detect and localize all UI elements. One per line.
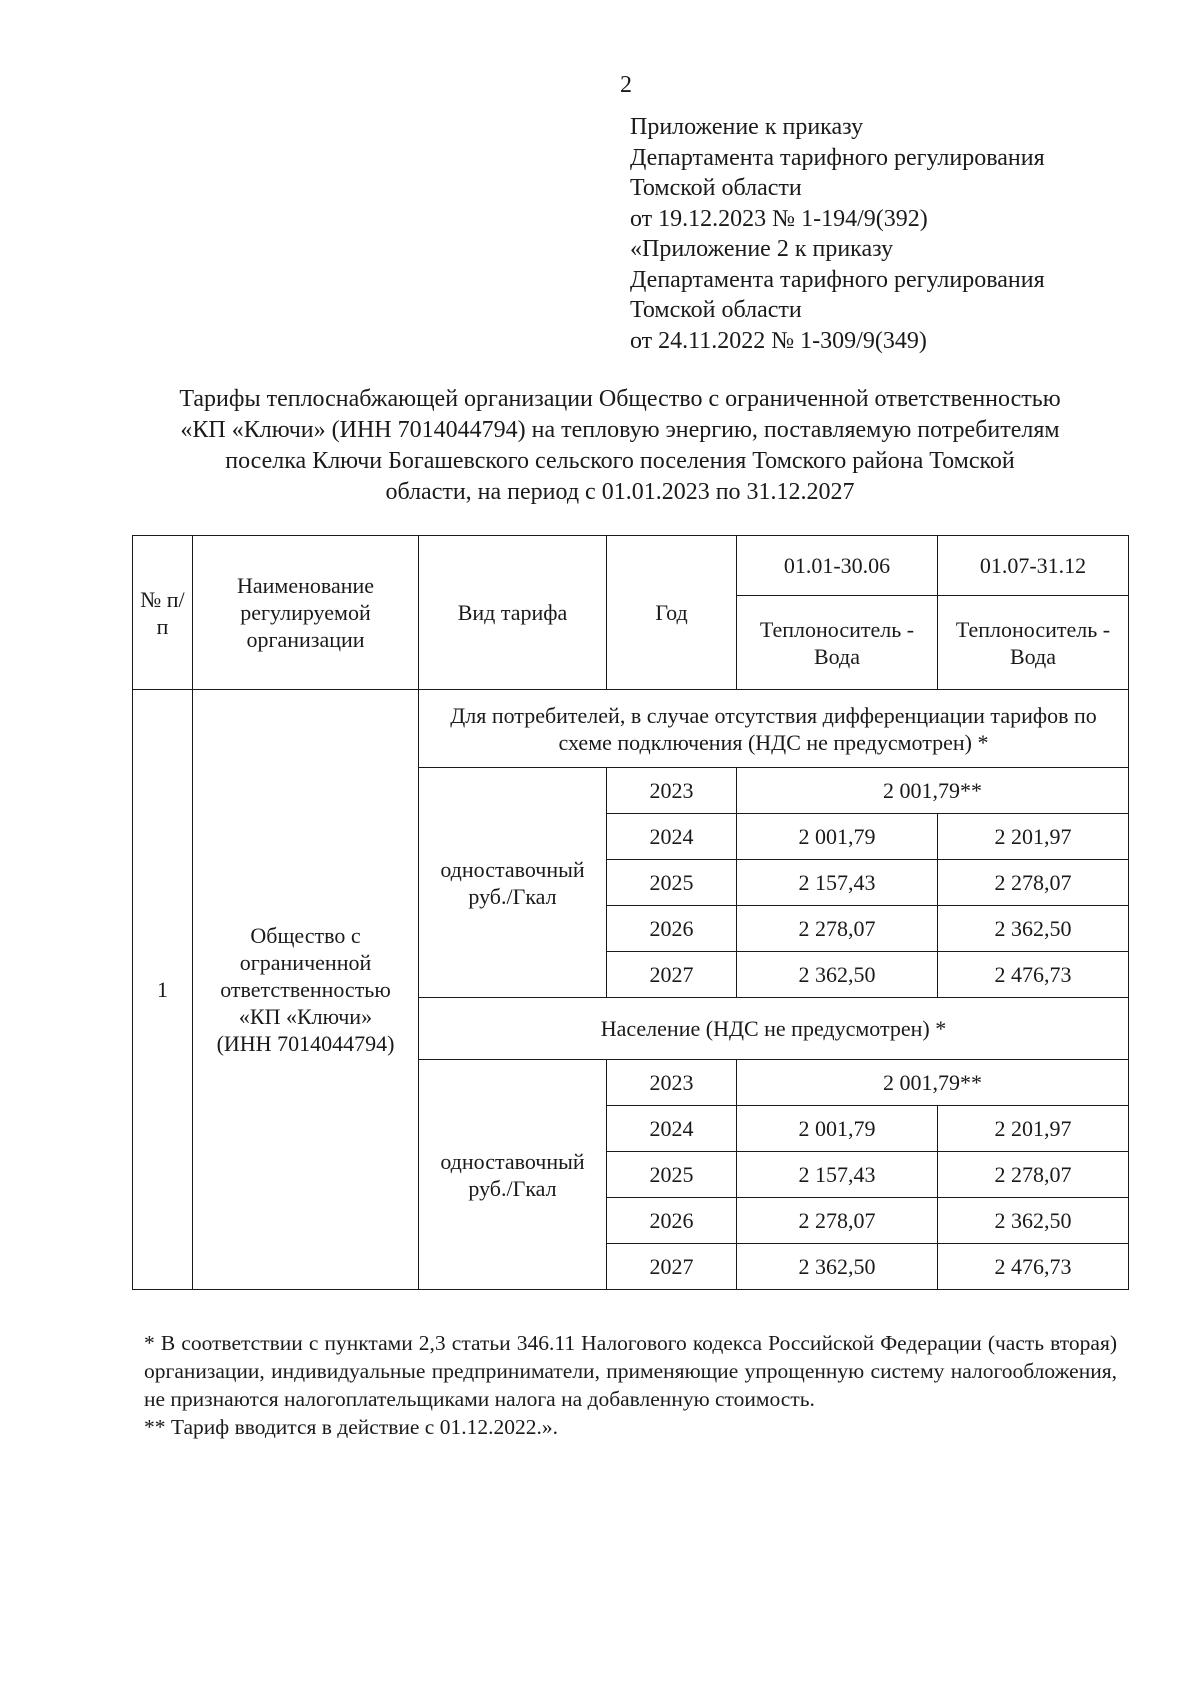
page-number: 2 (620, 72, 632, 98)
appendix-line: от 24.11.2022 № 1-309/9(349) (630, 327, 927, 354)
header-carrier-2: Теплоноситель - Вода (938, 596, 1129, 690)
title-line: «КП «Ключи» (ИНН 7014044794) на тепловую энергию, поставляемую потребителям (180, 417, 1060, 443)
row-number: 1 (133, 690, 193, 1290)
tariff-value-h1: 2 157,43 (737, 860, 938, 906)
tariff-type: одноставочный руб./Гкал (419, 768, 607, 998)
tariff-value-h2: 2 362,50 (938, 906, 1129, 952)
org-line: ограниченной (239, 950, 372, 975)
tariff-value-h2: 2 278,07 (938, 1152, 1129, 1198)
year-cell: 2024 (607, 814, 737, 860)
header-period-2: 01.07-31.12 (938, 536, 1129, 596)
year-cell: 2026 (607, 906, 737, 952)
appendix-line: Приложение к приказу (630, 114, 864, 140)
tariff-value-h1: 2 278,07 (737, 906, 938, 952)
year-cell: 2025 (607, 1152, 737, 1198)
org-line: «КП «Ключи» (238, 1004, 373, 1029)
tariff-value-h2: 2 476,73 (938, 1244, 1129, 1290)
group-title-row (133, 690, 1129, 768)
tariff-value-h2: 2 201,97 (938, 1106, 1129, 1152)
tariff-table (132, 535, 1129, 1290)
header-period-1: 01.01-30.06 (737, 536, 938, 596)
tariff-type: одноставочный руб./Гкал (419, 1060, 607, 1290)
year-cell: 2027 (607, 952, 737, 998)
appendix-line: «Приложение 2 к приказу (630, 236, 894, 262)
footnotes (144, 1329, 1117, 1441)
tariff-value-merged: 2 001,79** (737, 1060, 1129, 1106)
organization-name (193, 690, 419, 1290)
org-line: Общество с (250, 923, 361, 948)
year-cell: 2023 (607, 768, 737, 814)
group-title: Для потребителей, в случае отсутствия дифференциации тарифов по схеме подключения (НДС не предусмотрен) * (419, 690, 1129, 768)
year-cell: 2027 (607, 1244, 737, 1290)
title-line: области, на период с 01.01.2023 по 31.12.2027 (385, 479, 855, 505)
appendix-line: Департамента тарифного регулирования (630, 144, 1045, 171)
table-header-row (133, 536, 1129, 596)
appendix-line: от 19.12.2023 № 1-194/9(392) (630, 205, 928, 232)
year-cell: 2025 (607, 860, 737, 906)
header-carrier-1: Теплоноситель - Вода (737, 596, 938, 690)
title-line: поселка Ключи Богашевского сельского поселения Томского района Томской (225, 448, 1015, 474)
group-title: Население (НДС не предусмотрен) * (419, 998, 1129, 1060)
tariff-value-h2: 2 362,50 (938, 1198, 1129, 1244)
tariff-value-h1: 2 278,07 (737, 1198, 938, 1244)
tariff-value-h2: 2 201,97 (938, 814, 1129, 860)
appendix-line: Томской области (630, 175, 802, 201)
appendix-line: Департамента тарифного регулирования (630, 266, 1045, 293)
document-title (120, 384, 1120, 508)
title-line: Тарифы теплоснабжающей организации Общество с ограниченной ответственностью (179, 386, 1061, 412)
tariff-value-h1: 2 362,50 (737, 1244, 938, 1290)
tariff-value-h1: 2 362,50 (737, 952, 938, 998)
year-cell: 2023 (607, 1060, 737, 1106)
tariff-value-h2: 2 476,73 (938, 952, 1129, 998)
org-line: ответственностью (220, 977, 391, 1002)
tariff-value-merged: 2 001,79** (737, 768, 1129, 814)
year-cell: 2026 (607, 1198, 737, 1244)
tariff-value-h1: 2 001,79 (737, 814, 938, 860)
tariff-value-h1: 2 157,43 (737, 1152, 938, 1198)
footnote-vat: * В соответствии с пунктами 2,3 статьи 346.11 Налогового кодекса Российской Федерации (часть вторая) организации, индивидуальные предприниматели, применяющие упрощенную систему налогообложения, не признаются налогоплательщиками налога на добавленную стоимость. (144, 1331, 1117, 1411)
tariff-value-h1: 2 001,79 (737, 1106, 938, 1152)
footnote-effective-date: ** Тариф вводится в действие с 01.12.2022.». (144, 1415, 558, 1439)
org-line: (ИНН 7014044794) (216, 1031, 395, 1056)
header-year: Год (607, 536, 737, 690)
year-cell: 2024 (607, 1106, 737, 1152)
header-org-name: Наименование регулируемой организации (193, 536, 419, 690)
appendix-line: Томской области (630, 297, 802, 323)
tariff-value-h2: 2 278,07 (938, 860, 1129, 906)
header-tariff-type: Вид тарифа (419, 536, 607, 690)
appendix-header (630, 112, 1150, 356)
header-num: № п/п (133, 536, 193, 690)
